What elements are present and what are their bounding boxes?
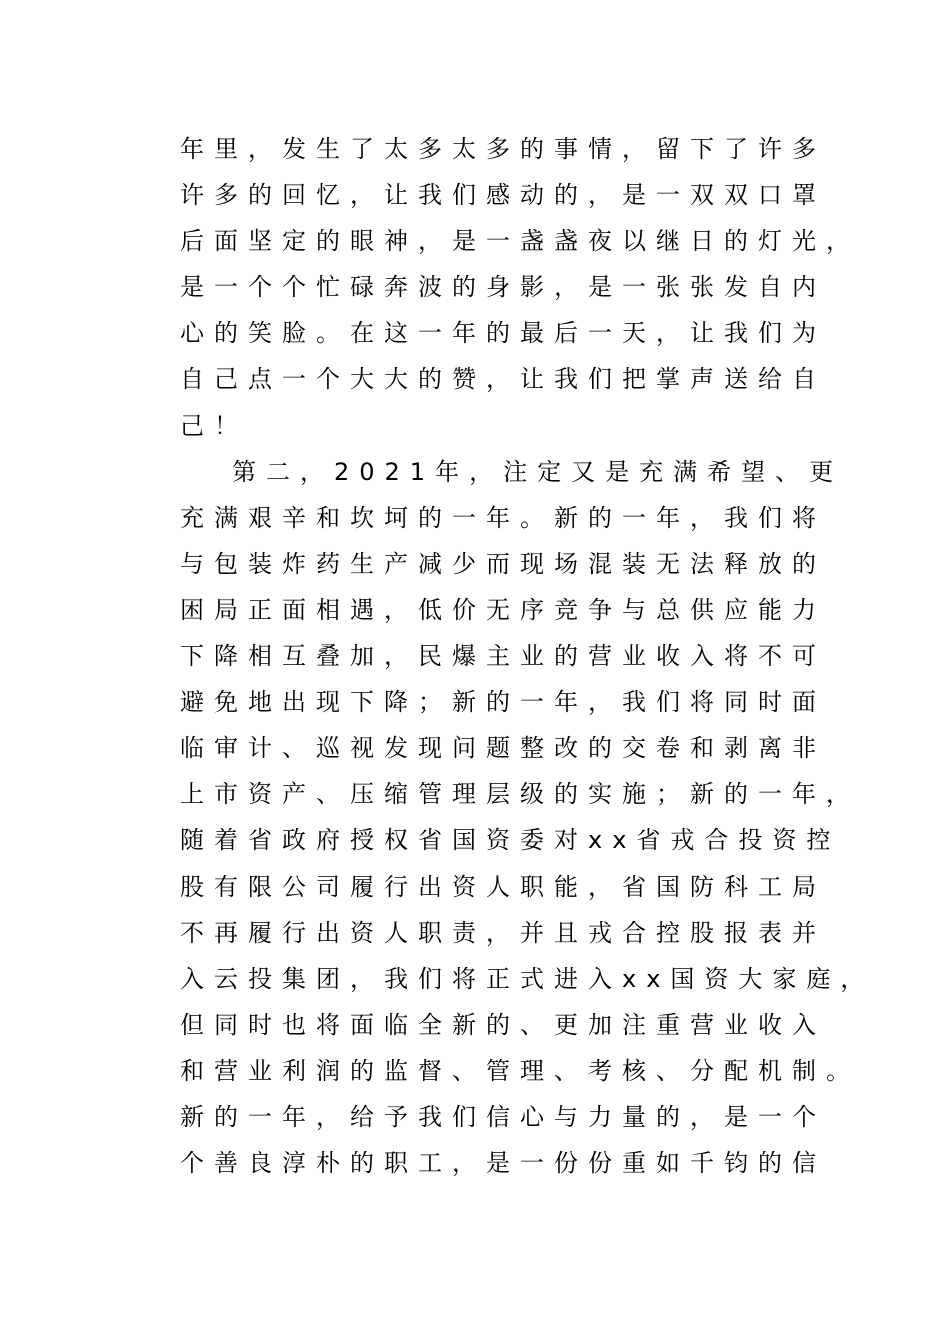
text-line-16: 随着省政府授权省国资委对xx省戎合投资控 — [180, 826, 841, 855]
text-line-17: 股有限公司履行出资人职能，省国防科工局 — [180, 872, 826, 901]
text-line-11: 困局正面相遇，低价无序竞争与总供应能力 — [180, 595, 826, 624]
text-line-2: 许多的回忆，让我们感动的，是一双双口罩 — [180, 181, 826, 210]
text-line-9: 充满艰辛和坎坷的一年。新的一年，我们将 — [180, 503, 826, 532]
text-line-20: 但同时也将面临全新的、更加注重营业收入 — [180, 1010, 826, 1039]
paragraph-2-first-line: 第二，2021年，注定又是充满希望、更 — [232, 457, 844, 486]
text-line-5: 心的笑脸。在这一年的最后一天，让我们为 — [180, 319, 826, 348]
text-line-13: 避免地出现下降；新的一年，我们将同时面 — [180, 688, 826, 717]
text-line-21: 和营业利润的监督、管理、考核、分配机制。 — [180, 1056, 860, 1085]
body-text — [180, 126, 900, 1186]
text-line-19: 入云投集团，我们将正式进入xx国资大家庭， — [180, 964, 875, 993]
text-line-3: 后面坚定的眼神，是一盏盏夜以继日的灯光， — [180, 227, 860, 256]
text-line-23: 个善良淳朴的职工，是一份份重如千钧的信 — [180, 1149, 826, 1178]
text-line-15: 上市资产、压缩管理层级的实施；新的一年， — [180, 780, 860, 809]
text-line-18: 不再履行出资人职责，并且戎合控股报表并 — [180, 918, 826, 947]
text-line-22: 新的一年，给予我们信心与力量的，是一个 — [180, 1102, 826, 1131]
text-line-10: 与包装炸药生产减少而现场混装无法释放的 — [180, 549, 826, 578]
text-line-1: 年里，发生了太多太多的事情，留下了许多 — [180, 135, 826, 163]
text-line-4: 是一个个忙碌奔波的身影，是一张张发自内 — [180, 273, 826, 302]
text-line-12: 下降相互叠加，民爆主业的营业收入将不可 — [180, 642, 826, 671]
text-line-14: 临审计、巡视发现问题整改的交卷和剥离非 — [180, 734, 826, 763]
text-line-6: 自己点一个大大的赞，让我们把掌声送给自 — [180, 365, 826, 394]
text-line-7: 己！ — [180, 411, 248, 440]
